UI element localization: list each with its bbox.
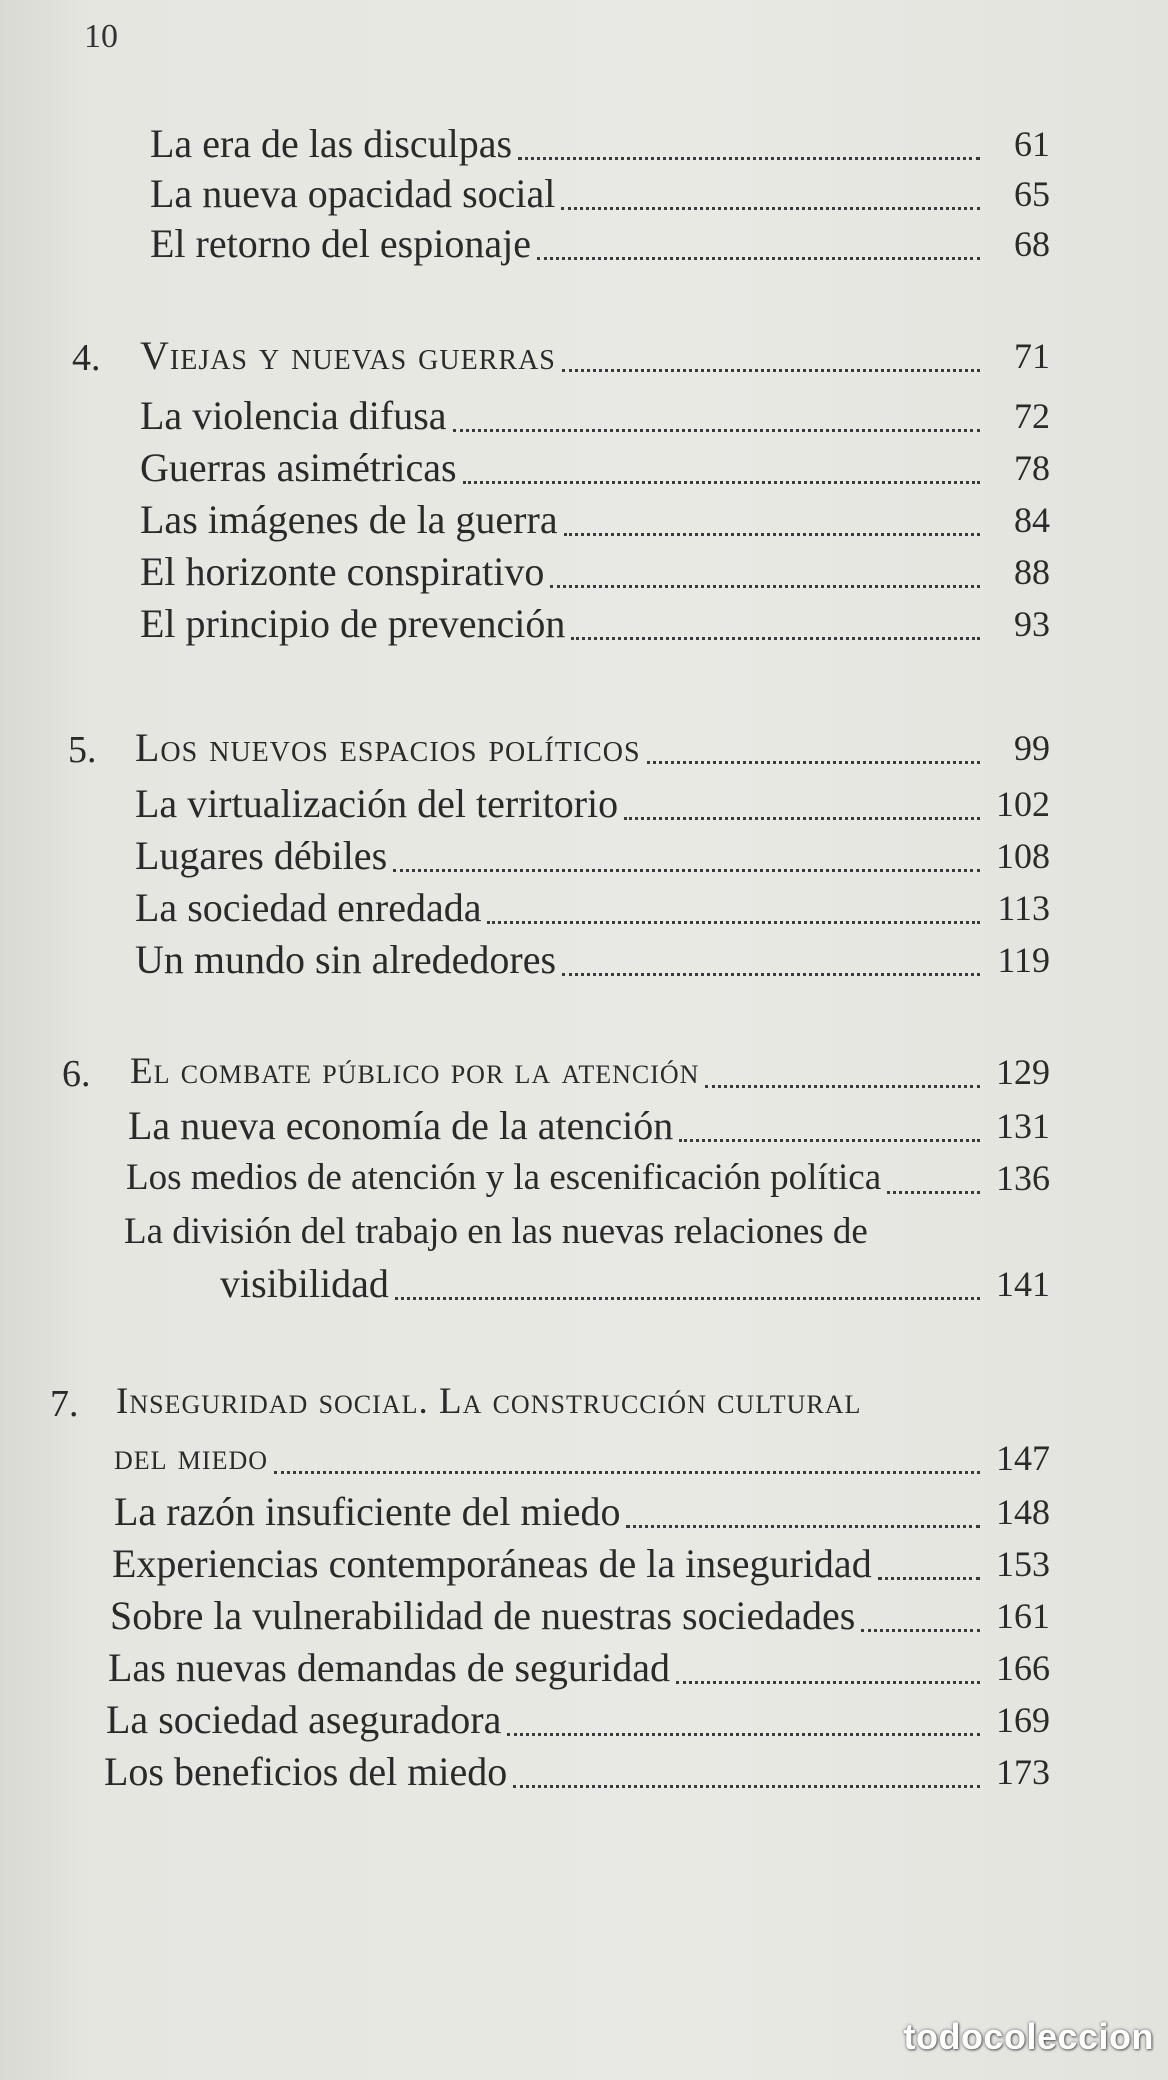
chapter-number: 4. (72, 337, 101, 379)
toc-entry: El principio de prevención 93 (140, 601, 1050, 646)
toc-entry: Las nuevas demandas de seguridad 166 (108, 1645, 1050, 1690)
chapter-heading: Los nuevos espacios políticos 99 (135, 725, 1050, 770)
toc-entry: El retorno del espionaje 68 (150, 221, 1050, 266)
toc-entry: La nueva opacidad social 65 (150, 171, 1050, 216)
toc-entry: visibilidad 141 (220, 1261, 1050, 1306)
chapter-number: 5. (68, 729, 97, 771)
chapter-number: 6. (62, 1053, 91, 1095)
chapter-heading: Viejas y nuevas guerras 71 (140, 333, 1050, 378)
toc-entry: La era de las disculpas 61 (150, 121, 1050, 166)
chapter-heading: El combate público por la atención 129 (130, 1051, 1050, 1092)
toc-entry: Sobre la vulnerabilidad de nuestras sociedades 161 (110, 1593, 1050, 1638)
watermark: todocoleccion (903, 2016, 1154, 2057)
toc-entry: Los beneficios del miedo 173 (104, 1749, 1050, 1794)
chapter-heading: del miedo 147 (114, 1437, 1050, 1478)
toc-entry: El horizonte conspirativo 88 (140, 549, 1050, 594)
toc-entry: La virtualización del territorio 102 (135, 781, 1050, 826)
toc-entry: Los medios de atención y la escenificación política 136 (126, 1157, 1050, 1198)
toc-entry: Experiencias contemporáneas de la inseguridad 153 (112, 1541, 1050, 1586)
toc-entry-line: La división del trabajo en las nuevas relaciones de (124, 1211, 868, 1252)
toc-entry: Un mundo sin alrededores 119 (135, 937, 1050, 982)
page-number: 10 (84, 18, 118, 55)
chapter-heading-line: Inseguridad social. La construcción cultural (116, 1381, 862, 1422)
toc-entry: Guerras asimétricas 78 (140, 445, 1050, 490)
toc-entry: La violencia difusa 72 (140, 393, 1050, 438)
toc-entry: Lugares débiles 108 (135, 833, 1050, 878)
toc-entry: La sociedad aseguradora 169 (106, 1697, 1050, 1742)
toc-entry: Las imágenes de la guerra 84 (140, 497, 1050, 542)
toc-entry: La razón insuficiente del miedo 148 (114, 1489, 1050, 1534)
toc-entry: La nueva economía de la atención 131 (128, 1103, 1050, 1148)
toc-entry: La sociedad enredada 113 (135, 885, 1050, 930)
chapter-number: 7. (50, 1383, 79, 1425)
